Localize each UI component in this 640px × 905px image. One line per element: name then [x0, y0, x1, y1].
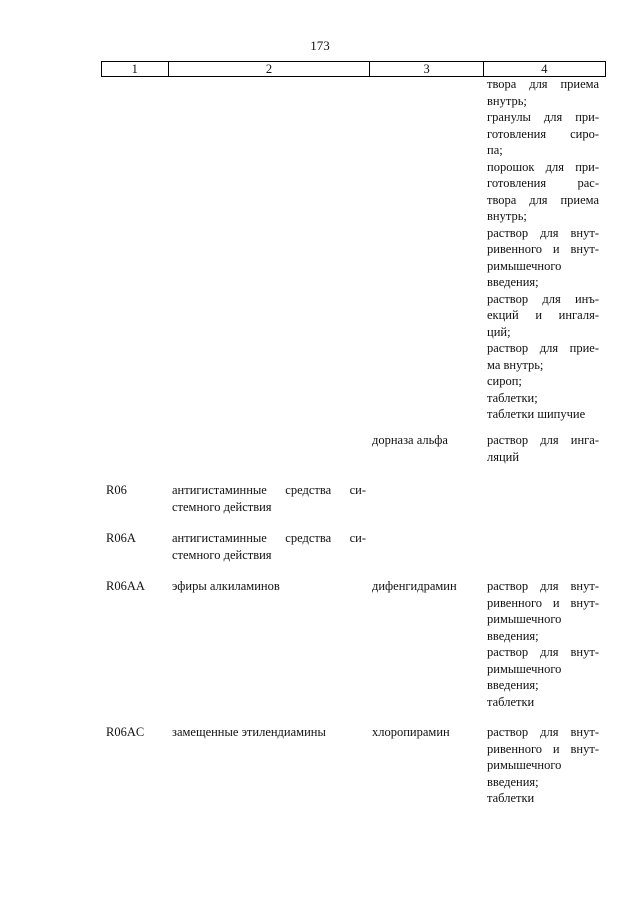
- atc-code: R06: [106, 483, 127, 497]
- dosage-forms-continued: [487, 76, 599, 423]
- dosage-forms-continued-line: ривенного и внут-: [487, 242, 599, 256]
- dosage-forms-continued-line: гранулы для при-: [487, 110, 599, 124]
- atc-group-name-line: антигистаминные средства си-: [172, 483, 366, 497]
- column-header-1: 1: [101, 62, 168, 76]
- column-header-3: 3: [369, 62, 482, 76]
- dosage-forms-continued-line: сироп;: [487, 374, 522, 388]
- dosage-forms-line: раствор для инга-: [487, 433, 599, 447]
- dosage-forms-line: введения;: [487, 774, 539, 789]
- dosage-forms-line: раствор для внут-: [487, 579, 599, 593]
- atc-group-name-line: эфиры алкиламинов: [172, 579, 280, 593]
- drug-inn: дифенгидрамин: [372, 579, 457, 593]
- atc-group-name: [172, 482, 366, 515]
- dosage-forms-continued-line: готовления рас-: [487, 176, 599, 190]
- column-header-4: 4: [483, 62, 606, 76]
- dosage-forms: [487, 432, 599, 465]
- column-header-2: 2: [168, 62, 370, 76]
- dosage-forms-line: ляций: [487, 449, 520, 464]
- drug-inn: дорназа альфа: [372, 433, 448, 447]
- dosage-forms-continued-line: порошок для при-: [487, 159, 599, 174]
- dosage-forms-continued-line: введения;: [487, 275, 539, 289]
- dosage-forms-line: ривенного и внут-: [487, 595, 599, 610]
- dosage-forms-continued-line: раствор для инъ-: [487, 291, 599, 306]
- dosage-forms-continued-line: екций и ингаля-: [487, 308, 599, 322]
- table-header: [101, 61, 606, 77]
- dosage-forms-continued-line: внутрь;: [487, 93, 527, 108]
- atc-group-name: [172, 530, 366, 563]
- dosage-forms-continued-line: ций;: [487, 324, 511, 339]
- dosage-forms-continued-line: таблетки;: [487, 390, 538, 405]
- dosage-forms-line: введения;: [487, 628, 539, 643]
- dosage-forms-line: таблетки: [487, 791, 535, 805]
- dosage-forms-continued-line: ма внутрь;: [487, 357, 544, 372]
- dosage-forms-continued-line: таблетки шипучие: [487, 407, 586, 421]
- atc-code: R06A: [106, 531, 136, 545]
- dosage-forms-continued-line: римышечного: [487, 258, 562, 273]
- atc-code: R06AA: [106, 579, 145, 593]
- dosage-forms: [487, 578, 599, 710]
- dosage-forms-continued-line: раствор для внут-: [487, 225, 599, 240]
- dosage-forms-continued-line: готовления сиро-: [487, 126, 599, 141]
- dosage-forms-continued-line: твора для приема: [487, 77, 599, 91]
- dosage-forms-line: ривенного и внут-: [487, 741, 599, 756]
- dosage-forms-continued-line: внутрь;: [487, 209, 527, 223]
- dosage-forms-line: римышечного: [487, 661, 562, 676]
- dosage-forms-continued-line: раствор для прие-: [487, 341, 599, 355]
- dosage-forms-line: раствор для внут-: [487, 725, 599, 739]
- atc-group-name: [172, 578, 366, 595]
- atc-group-name-line: стемного действия: [172, 499, 272, 514]
- atc-group-name-line: антигистаминные средства си-: [172, 531, 366, 545]
- dosage-forms-line: раствор для внут-: [487, 645, 599, 659]
- atc-group-name-line: стемного действия: [172, 547, 272, 562]
- drug-inn: хлоропирамин: [372, 725, 450, 739]
- dosage-forms-line: таблетки: [487, 694, 535, 709]
- atc-code: R06AC: [106, 725, 145, 739]
- dosage-forms-line: римышечного: [487, 612, 562, 626]
- dosage-forms-continued-line: па;: [487, 143, 503, 157]
- dosage-forms-continued-line: твора для приема: [487, 192, 599, 207]
- atc-group-name: [172, 724, 366, 741]
- atc-group-name-line: замещенные этилендиамины: [172, 725, 326, 739]
- page-number: 173: [310, 38, 330, 53]
- dosage-forms-line: введения;: [487, 678, 539, 692]
- dosage-forms-line: римышечного: [487, 758, 562, 772]
- dosage-forms: [487, 724, 599, 807]
